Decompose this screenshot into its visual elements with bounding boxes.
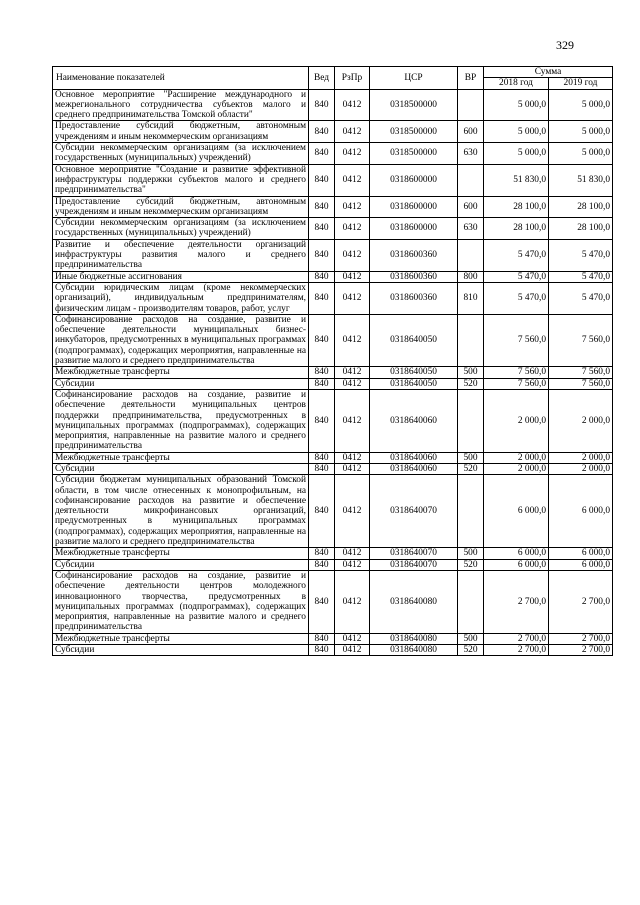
table-row (53, 559, 613, 570)
row-name: Субсидии (53, 645, 309, 656)
table-row (53, 314, 613, 366)
row-vr: 630 (458, 218, 484, 240)
table-row (53, 463, 613, 474)
row-rzpr: 0412 (335, 389, 370, 452)
row-2019: 2 000,0 (549, 389, 613, 452)
header-rzpr: РзПр (335, 67, 370, 90)
row-csr: 0318600000 (370, 196, 458, 218)
table-row (53, 164, 613, 196)
table-row (53, 570, 613, 633)
row-rzpr: 0412 (335, 239, 370, 271)
row-csr: 0318640050 (370, 378, 458, 389)
row-2018: 2 700,0 (484, 633, 549, 644)
row-vr (458, 570, 484, 633)
row-rzpr: 0412 (335, 164, 370, 196)
table-row (53, 196, 613, 218)
row-csr: 0318640050 (370, 314, 458, 366)
row-vr: 520 (458, 559, 484, 570)
row-rzpr: 0412 (335, 314, 370, 366)
header-sum: Сумма (484, 67, 613, 78)
header-vr: ВР (458, 67, 484, 90)
row-ved: 840 (309, 314, 335, 366)
row-ved: 840 (309, 282, 335, 314)
row-2019: 2 000,0 (549, 463, 613, 474)
row-2018: 2 000,0 (484, 463, 549, 474)
row-ved: 840 (309, 389, 335, 452)
row-rzpr: 0412 (335, 463, 370, 474)
row-2018: 51 830,0 (484, 164, 549, 196)
row-vr (458, 314, 484, 366)
row-rzpr: 0412 (335, 559, 370, 570)
row-ved: 840 (309, 196, 335, 218)
row-csr: 0318600000 (370, 164, 458, 196)
row-rzpr: 0412 (335, 196, 370, 218)
row-ved: 840 (309, 164, 335, 196)
row-name: Межбюджетные трансферты (53, 367, 309, 378)
row-2018: 2 700,0 (484, 645, 549, 656)
row-2018: 7 560,0 (484, 378, 549, 389)
row-csr: 0318640080 (370, 633, 458, 644)
row-csr: 0318640060 (370, 389, 458, 452)
row-csr: 0318500000 (370, 121, 458, 143)
row-name: Основное мероприятие "Расширение международного и межрегионального сотрудничества субъектов малого и среднего предпринимательства Томской области" (53, 89, 309, 121)
table-row (53, 367, 613, 378)
table-row (53, 271, 613, 282)
row-name: Межбюджетные трансферты (53, 452, 309, 463)
row-ved: 840 (309, 475, 335, 548)
row-2018: 6 000,0 (484, 548, 549, 559)
table-row (53, 645, 613, 656)
row-vr: 520 (458, 645, 484, 656)
row-2019: 51 830,0 (549, 164, 613, 196)
row-vr (458, 89, 484, 121)
header-name: Наименование показателей (53, 67, 309, 90)
row-ved: 840 (309, 548, 335, 559)
row-2019: 28 100,0 (549, 218, 613, 240)
row-2018: 5 000,0 (484, 89, 549, 121)
row-csr: 0318600360 (370, 271, 458, 282)
row-csr: 0318500000 (370, 143, 458, 165)
row-2019: 6 000,0 (549, 559, 613, 570)
row-ved: 840 (309, 633, 335, 644)
row-vr: 500 (458, 548, 484, 559)
row-name: Софинансирование расходов на создание, развитие и обеспечение деятельности муниципальных центров поддержки предпринимательства, предусмотренных в муниципальных программах (подпрограммах), содержащих мероприятия, направленные на развитие малого и среднего предпринимательства (53, 389, 309, 452)
row-2018: 6 000,0 (484, 475, 549, 548)
row-2018: 28 100,0 (484, 196, 549, 218)
row-name: Иные бюджетные ассигнования (53, 271, 309, 282)
table-row (53, 239, 613, 271)
row-2019: 5 000,0 (549, 89, 613, 121)
row-2019: 5 000,0 (549, 121, 613, 143)
row-ved: 840 (309, 218, 335, 240)
row-2019: 2 700,0 (549, 645, 613, 656)
row-rzpr: 0412 (335, 218, 370, 240)
row-2018: 28 100,0 (484, 218, 549, 240)
row-rzpr: 0412 (335, 367, 370, 378)
table-row (53, 121, 613, 143)
row-rzpr: 0412 (335, 271, 370, 282)
table-body (53, 89, 613, 656)
table-row (53, 548, 613, 559)
table-row (53, 389, 613, 452)
row-ved: 840 (309, 239, 335, 271)
row-rzpr: 0412 (335, 378, 370, 389)
table-row (53, 218, 613, 240)
row-ved: 840 (309, 271, 335, 282)
row-2018: 2 000,0 (484, 389, 549, 452)
row-name: Межбюджетные трансферты (53, 548, 309, 559)
row-csr: 0318640070 (370, 548, 458, 559)
page-number: 329 (556, 38, 574, 52)
row-vr: 500 (458, 633, 484, 644)
table-row (53, 452, 613, 463)
header-2019: 2019 год (549, 78, 613, 89)
row-2019: 7 560,0 (549, 378, 613, 389)
row-rzpr: 0412 (335, 570, 370, 633)
row-2019: 5 470,0 (549, 239, 613, 271)
row-vr: 520 (458, 463, 484, 474)
row-vr (458, 164, 484, 196)
row-2019: 6 000,0 (549, 548, 613, 559)
row-2019: 7 560,0 (549, 367, 613, 378)
row-2018: 2 700,0 (484, 570, 549, 633)
row-2019: 5 470,0 (549, 271, 613, 282)
table-header (53, 67, 613, 90)
row-name: Субсидии бюджетам муниципальных образований Томской области, в том числе отнесенных к монопрофильным, на софинансирование расходов на развитие и обеспечение деятельности микрофинансовых организаций, предусмотренных в муниципальных программах (подпрограммах), содержащих мероприятия, направленные на развитие малого и среднего предпринимательства (53, 475, 309, 548)
row-2018: 5 000,0 (484, 143, 549, 165)
row-ved: 840 (309, 143, 335, 165)
row-vr: 520 (458, 378, 484, 389)
row-rzpr: 0412 (335, 548, 370, 559)
table-row (53, 282, 613, 314)
row-ved: 840 (309, 645, 335, 656)
row-ved: 840 (309, 559, 335, 570)
row-csr: 0318600360 (370, 282, 458, 314)
row-rzpr: 0412 (335, 143, 370, 165)
row-rzpr: 0412 (335, 475, 370, 548)
row-ved: 840 (309, 463, 335, 474)
row-2018: 7 560,0 (484, 367, 549, 378)
row-name: Софинансирование расходов на создание, развитие и обеспечение деятельности муниципальных бизнес-инкубаторов, предусмотренных в муниципальных программах (подпрограммах), содержащих мероприятия, направленные на развитие малого и среднего предпринимательства (53, 314, 309, 366)
row-csr: 0318640070 (370, 475, 458, 548)
row-csr: 0318640060 (370, 452, 458, 463)
row-2019: 2 000,0 (549, 452, 613, 463)
row-vr: 800 (458, 271, 484, 282)
row-2018: 7 560,0 (484, 314, 549, 366)
row-vr: 500 (458, 452, 484, 463)
row-2019: 2 700,0 (549, 633, 613, 644)
row-vr (458, 389, 484, 452)
row-vr: 600 (458, 121, 484, 143)
table-row (53, 633, 613, 644)
row-rzpr: 0412 (335, 645, 370, 656)
row-2019: 6 000,0 (549, 475, 613, 548)
row-name: Субсидии (53, 463, 309, 474)
header-ved: Вед (309, 67, 335, 90)
row-vr: 500 (458, 367, 484, 378)
table-row (53, 475, 613, 548)
row-2018: 2 000,0 (484, 452, 549, 463)
row-2019: 2 700,0 (549, 570, 613, 633)
row-ved: 840 (309, 367, 335, 378)
row-csr: 0318600360 (370, 239, 458, 271)
row-csr: 0318640070 (370, 559, 458, 570)
row-name: Предоставление субсидий бюджетным, автономным учреждениям и иным некоммерческим организациям (53, 121, 309, 143)
row-rzpr: 0412 (335, 633, 370, 644)
row-2019: 28 100,0 (549, 196, 613, 218)
row-2018: 5 000,0 (484, 121, 549, 143)
row-name: Предоставление субсидий бюджетным, автономным учреждениям и иным некоммерческим организациям (53, 196, 309, 218)
row-rzpr: 0412 (335, 89, 370, 121)
row-ved: 840 (309, 452, 335, 463)
row-2018: 5 470,0 (484, 239, 549, 271)
row-vr: 600 (458, 196, 484, 218)
table-row (53, 89, 613, 121)
row-vr (458, 239, 484, 271)
row-csr: 0318640050 (370, 367, 458, 378)
table-row (53, 143, 613, 165)
header-csr: ЦСР (370, 67, 458, 90)
header-2018: 2018 год (484, 78, 549, 89)
row-csr: 0318640080 (370, 570, 458, 633)
row-name: Межбюджетные трансферты (53, 633, 309, 644)
row-vr: 810 (458, 282, 484, 314)
row-name: Софинансирование расходов на создание, развитие и обеспечение деятельности центров молодежного инновационного творчества, предусмотренных в муниципальных программах (подпрограммах), содержащих мероприятия, направленные на развитие малого и среднего предпринимательства (53, 570, 309, 633)
row-vr (458, 475, 484, 548)
row-ved: 840 (309, 121, 335, 143)
row-ved: 840 (309, 570, 335, 633)
row-2018: 6 000,0 (484, 559, 549, 570)
row-csr: 0318600000 (370, 218, 458, 240)
row-name: Субсидии (53, 378, 309, 389)
row-2019: 5 470,0 (549, 282, 613, 314)
row-vr: 630 (458, 143, 484, 165)
row-name: Основное мероприятие "Создание и развитие эффективной инфраструктуры поддержки субъектов малого и среднего предпринимательства" (53, 164, 309, 196)
row-2018: 5 470,0 (484, 282, 549, 314)
row-rzpr: 0412 (335, 282, 370, 314)
row-name: Развитие и обеспечение деятельности организаций инфраструктуры развития малого и среднего предпринимательства (53, 239, 309, 271)
row-csr: 0318640080 (370, 645, 458, 656)
row-2019: 7 560,0 (549, 314, 613, 366)
row-rzpr: 0412 (335, 121, 370, 143)
row-csr: 0318500000 (370, 89, 458, 121)
row-csr: 0318640060 (370, 463, 458, 474)
row-ved: 840 (309, 89, 335, 121)
row-name: Субсидии некоммерческим организациям (за исключением государственных (муниципальных) учреждений) (53, 143, 309, 165)
table-row (53, 378, 613, 389)
budget-table (52, 66, 613, 656)
row-name: Субсидии (53, 559, 309, 570)
row-name: Субсидии некоммерческим организациям (за исключением государственных (муниципальных) учреждений) (53, 218, 309, 240)
row-name: Субсидии юридическим лицам (кроме некоммерческих организаций), индивидуальным предпринимателям, физическим лицам - производителям товаров, работ, услуг (53, 282, 309, 314)
row-2019: 5 000,0 (549, 143, 613, 165)
row-ved: 840 (309, 378, 335, 389)
row-2018: 5 470,0 (484, 271, 549, 282)
row-rzpr: 0412 (335, 452, 370, 463)
